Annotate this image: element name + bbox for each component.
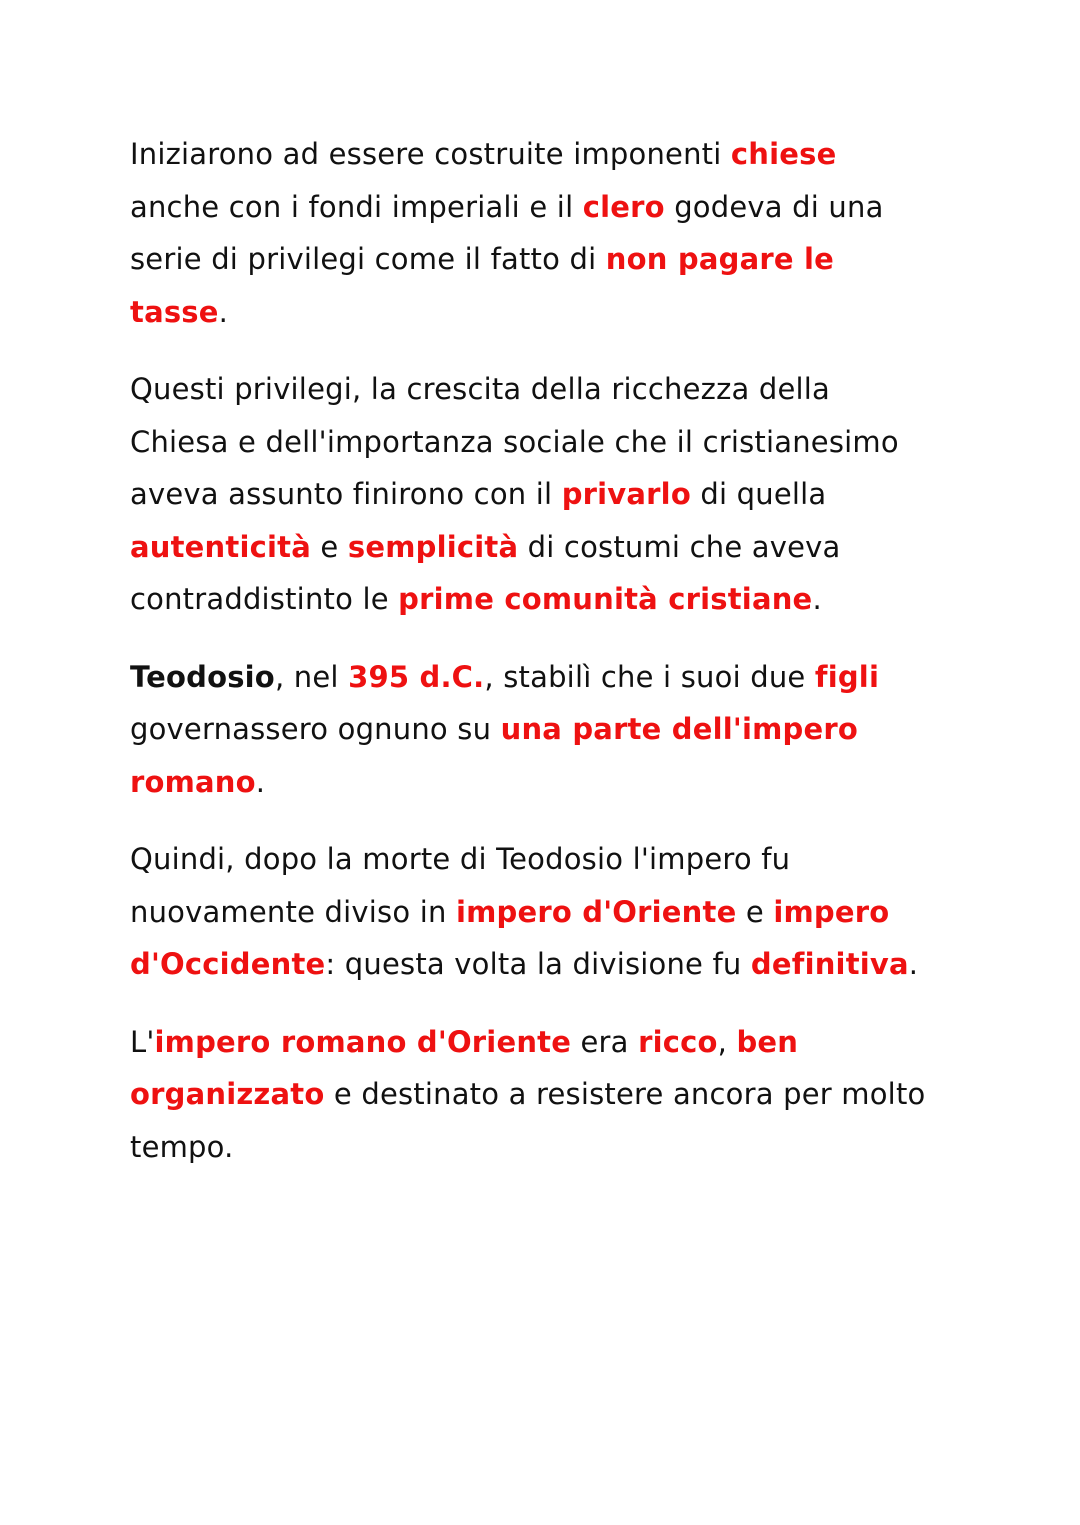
text-run: L' <box>130 1024 155 1059</box>
text-line <box>130 128 970 181</box>
text-line <box>130 651 970 704</box>
text-run: e <box>736 894 774 929</box>
text-run: tempo. <box>130 1129 234 1164</box>
highlighted-term: organizzato <box>130 1077 325 1111</box>
paragraph-4 <box>130 833 970 991</box>
text-run: di costumi che aveva <box>518 529 841 564</box>
text-run: Quindi, dopo la morte di Teodosio l'impero fu <box>130 842 791 876</box>
text-run: anche con i fondi imperiali e il <box>130 189 583 224</box>
text-line <box>130 416 970 469</box>
document-page <box>130 128 970 1198</box>
text-run: . <box>812 582 822 616</box>
bold-term: Teodosio <box>130 659 275 694</box>
text-line <box>130 756 970 809</box>
text-line <box>130 1068 970 1121</box>
text-line <box>130 1016 970 1069</box>
highlighted-term: impero romano d'Oriente <box>154 1024 572 1059</box>
text-line <box>130 233 970 286</box>
text-run: . <box>908 947 919 981</box>
text-line <box>130 1121 970 1174</box>
text-line <box>130 286 970 339</box>
paragraph-5 <box>130 1016 970 1174</box>
text-run: , stabilì che i suoi due <box>484 659 815 694</box>
text-run: : questa volta la divisione fu <box>325 947 751 981</box>
text-run: governassero ognuno su <box>130 712 501 746</box>
highlighted-term: una parte dell'impero <box>500 712 859 746</box>
text-run: nuovamente diviso in <box>130 894 456 929</box>
paragraph-3 <box>130 651 970 809</box>
text-line <box>130 703 970 756</box>
highlighted-term: prime comunità cristiane <box>398 582 813 616</box>
highlighted-term: romano <box>130 764 256 799</box>
text-run: serie di privilegi come il fatto di <box>130 242 606 276</box>
text-run: Iniziarono ad essere costruite imponenti <box>130 137 731 171</box>
highlighted-term: tasse <box>130 294 219 329</box>
highlighted-term: d'Occidente <box>130 947 326 981</box>
text-run: , nel <box>274 659 349 694</box>
text-run: Questi privilegi, la crescita della ricchezza della <box>130 372 831 406</box>
text-run: . <box>218 294 229 329</box>
text-run: Chiesa e dell'importanza sociale che il cristianesimo <box>130 424 899 459</box>
text-run: . <box>255 764 266 799</box>
text-line <box>130 573 970 626</box>
text-run: aveva assunto finirono con il <box>130 477 562 511</box>
text-line <box>130 468 970 521</box>
text-line <box>130 363 970 416</box>
text-run: contraddistinto le <box>130 582 399 616</box>
highlighted-term: privarlo <box>561 477 691 511</box>
text-run: godeva di una <box>664 189 884 224</box>
text-line <box>130 938 970 991</box>
highlighted-term: definitiva <box>750 947 909 981</box>
highlighted-term: ben <box>736 1024 799 1059</box>
text-run: e destinato a resistere ancora per molto <box>324 1077 926 1111</box>
highlighted-term: clero <box>582 189 665 224</box>
text-line <box>130 521 970 574</box>
highlighted-term: ricco <box>638 1024 718 1059</box>
highlighted-term: autenticità <box>130 529 311 564</box>
highlighted-term: impero d'Oriente <box>455 894 737 929</box>
text-line <box>130 886 970 939</box>
text-line <box>130 833 970 886</box>
paragraph-2 <box>130 363 970 626</box>
highlighted-term: non pagare le <box>605 242 835 276</box>
text-run: e <box>310 529 348 564</box>
text-run: era <box>571 1024 639 1059</box>
text-run: , <box>717 1024 737 1059</box>
highlighted-term: chiese <box>730 137 837 171</box>
highlighted-term: 395 d.C. <box>348 659 485 694</box>
paragraph-1 <box>130 128 970 338</box>
text-line <box>130 181 970 234</box>
highlighted-term: figli <box>814 659 880 694</box>
highlighted-term: impero <box>773 894 890 929</box>
text-run: di quella <box>690 477 827 511</box>
highlighted-term: semplicità <box>347 529 519 564</box>
